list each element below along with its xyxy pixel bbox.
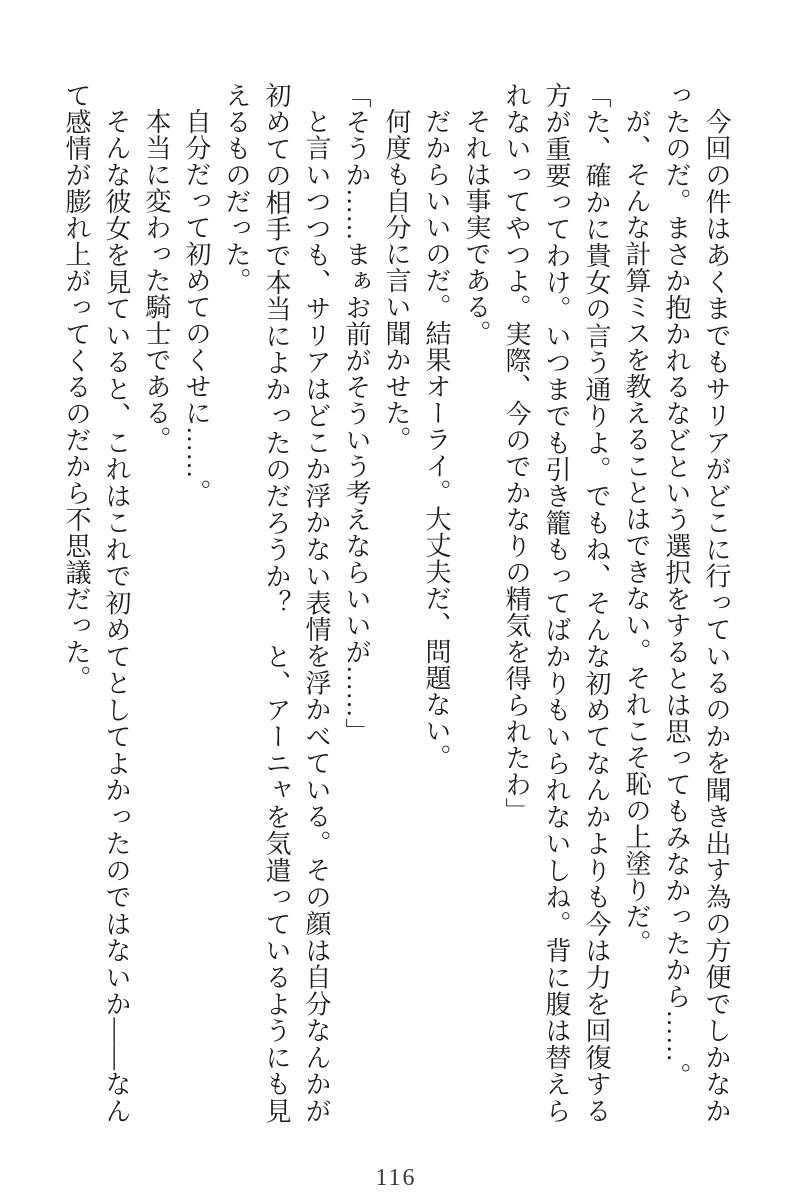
novel-text-block [56, 82, 736, 1124]
paragraph: 何度も自分に言い聞かせた。 [382, 108, 411, 453]
page-number: 116 [375, 1165, 417, 1191]
paragraph: 今回の件はあくまでもサリアがどこに行っているのかを聞き出す為の方便でしかなかったのだ。まさか抱かれるなどという選択をするとは思ってもみなかったから……。 [662, 82, 731, 1124]
paragraph: が、そんな計算ミスを教えることはできない。それこそ恥の上塗りだ。 [622, 108, 651, 956]
paragraph: そんな彼女を見ていると、これはこれで初めてとしてよかったのではないか――なんて感情が膨れ上がってくるのだから不思議だった。 [62, 82, 131, 1124]
paragraph: 自分だって初めてのくせに……。 [182, 108, 211, 506]
paragraph: 本当に変わった騎士である。 [142, 108, 171, 453]
paragraph: だからいいのだ。結果オーライ。大丈夫だ、問題ない。 [422, 108, 451, 771]
paragraph-dialogue: 「そうか……まぁお前がそういう考えならいいが……」 [342, 82, 371, 745]
paragraph-dialogue: 「た、確かに貴女の言う通りよ。でもね、そんな初めてなんかよりも今は力を回復する方が重要ってわけ。いつまでも引き籠もってばかりもいられないしね。背に腹は替えられないってやつよ。実際、今のでかなりの精気を得られたわ」 [502, 82, 611, 1125]
paragraph: と言いつつも、サリアはどこか浮かない表情を浮かべている。その顔は自分なんかが初めての相手で本当によかったのだろうか？ と、アーニャを気遣っているようにも見えるものだった。 [222, 82, 331, 1124]
paragraph: それは事実である。 [462, 108, 491, 347]
